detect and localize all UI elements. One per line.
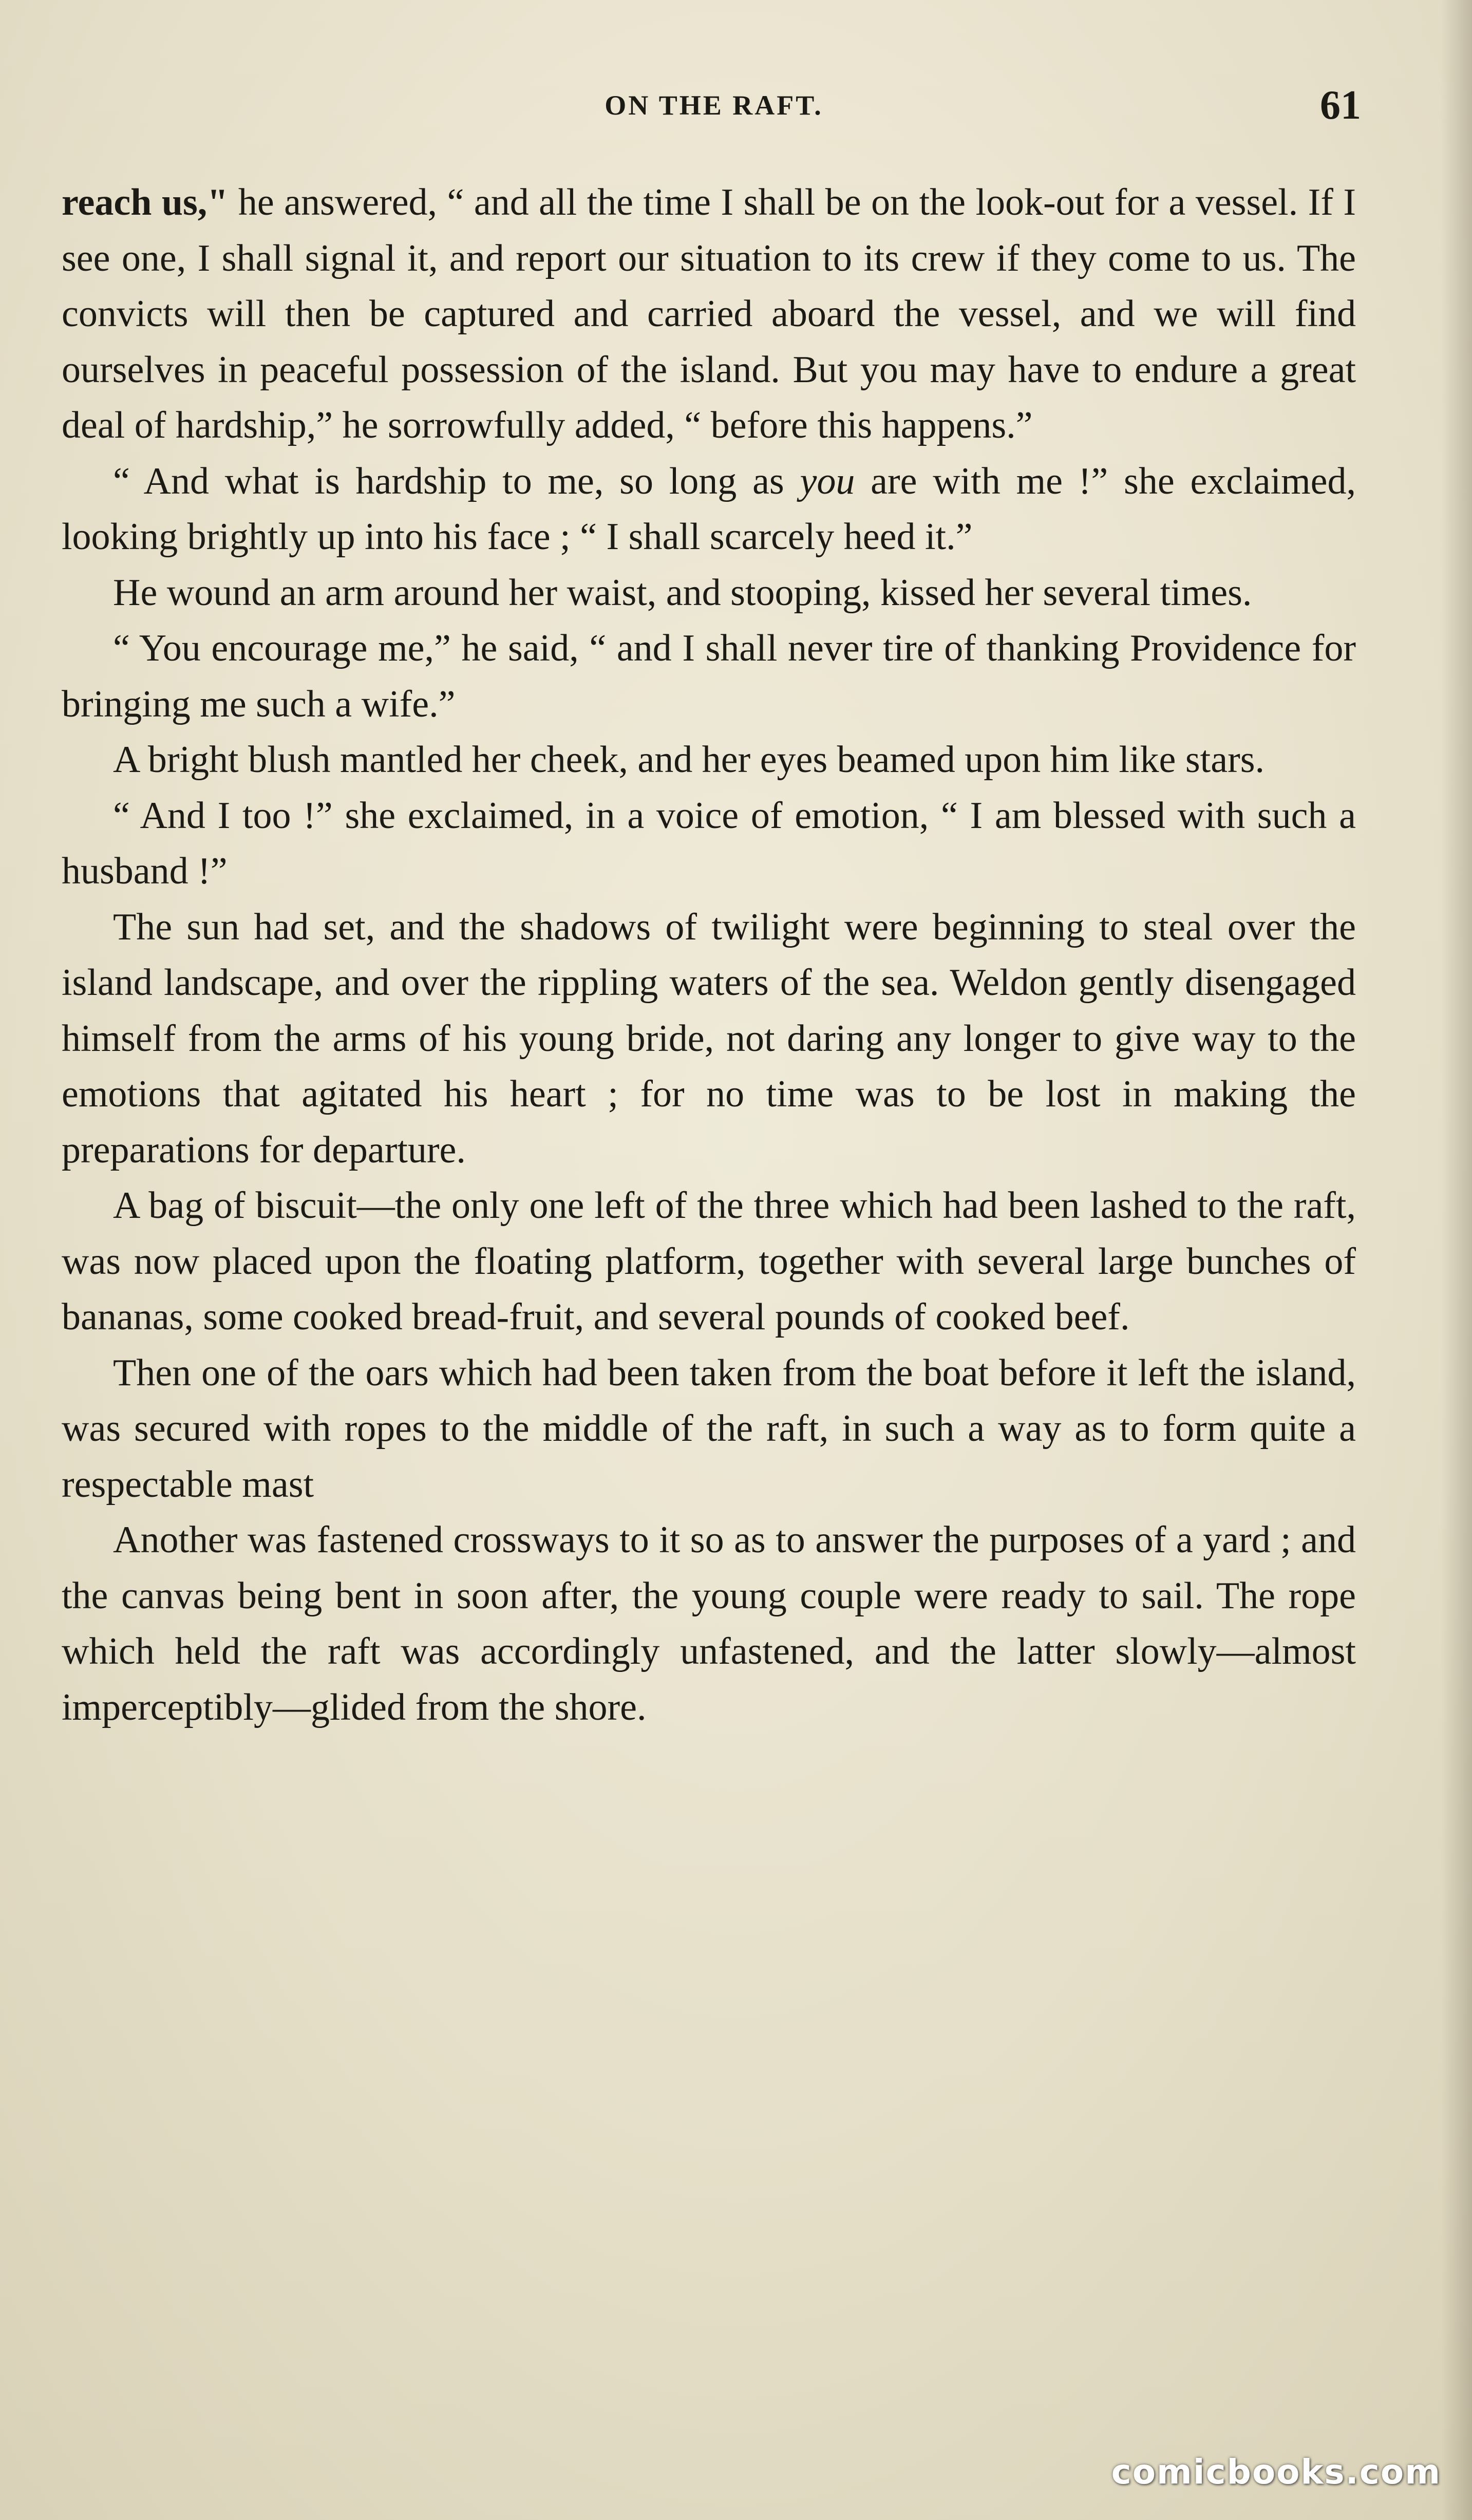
page-header <box>67 77 1361 134</box>
paragraph <box>62 565 1356 621</box>
paragraph <box>62 454 1356 565</box>
paragraph <box>62 732 1356 788</box>
paragraph <box>62 1345 1356 1513</box>
paragraph-text: “ And what is hardship to me, so long as you are with me !” she exclaimed, looking brightly up into his face ; “ I shall scarcely heed it.” <box>62 460 1356 558</box>
paragraph <box>62 620 1356 732</box>
paragraph <box>62 1178 1356 1345</box>
paragraph-text: A bag of biscuit—the only one left of the three which had been lashed to the raft, was now placed upon the floating platform, together with several large bunches of bananas, some cooked bread-fruit, and several pounds of cooked beef. <box>62 1184 1356 1338</box>
paragraph-text: He wound an arm around her waist, and stooping, kissed her several times. <box>113 571 1252 614</box>
paragraph-text: Then one of the oars which had been taken from the boat before it left the island, was secured with ropes to the middle of the raft, in such a way as to form quite a respectable mast <box>62 1351 1356 1506</box>
paragraph-text: Another was fastened crossways to it so as to answer the purposes of a yard ; and the canvas being bent in soon after, the young couple were ready to sail. The rope which held the raft was accordingly unfastened, and the latter slowly—almost imperceptibly—glided from the shore. <box>62 1519 1356 1728</box>
paragraph <box>62 899 1356 1178</box>
paragraph-text: The sun had set, and the shadows of twilight were beginning to steal over the island landscape, and over the rippling waters of the sea. Weldon gently disengaged himself from the arms of his young bride, not daring any longer to give way to the emotions that agitated his heart ; for no time was to be lost in making the preparations for departure. <box>62 906 1356 1171</box>
paragraph-text: he answered, “ and all the time I shall be on the look-out for a vessel. If I see one, I shall signal it, and report our situation to its crew if they come to us. The convicts will then be captured and carried aboard the vessel, and we will find ourselves in peaceful possession of the island. But you may have to endure a great deal of hardship,” he sorrowfully added, “ before this happens.” <box>62 181 1356 446</box>
paragraph-text: “ And I too !” she exclaimed, in a voice of emotion, “ I am blessed with such a husband !” <box>62 794 1356 892</box>
paragraph <box>62 788 1356 899</box>
body-text <box>62 175 1356 1735</box>
page-number: 61 <box>1320 83 1361 128</box>
paragraph-text: “ You encourage me,” he said, “ and I shall never tire of thanking Providence for bringing me such a wife.” <box>62 627 1356 725</box>
running-head: ON THE RAFT. <box>605 90 823 121</box>
paragraph-text: A bright blush mantled her cheek, and her eyes beamed upon him like stars. <box>113 739 1265 781</box>
watermark: comicbooks.com <box>1111 2452 1441 2492</box>
paragraph <box>62 175 1356 454</box>
paragraph-lead: reach us," <box>62 181 229 223</box>
paragraph <box>62 1512 1356 1735</box>
emphasis: you <box>800 460 855 502</box>
page-edge-shadow <box>1441 0 1472 2520</box>
